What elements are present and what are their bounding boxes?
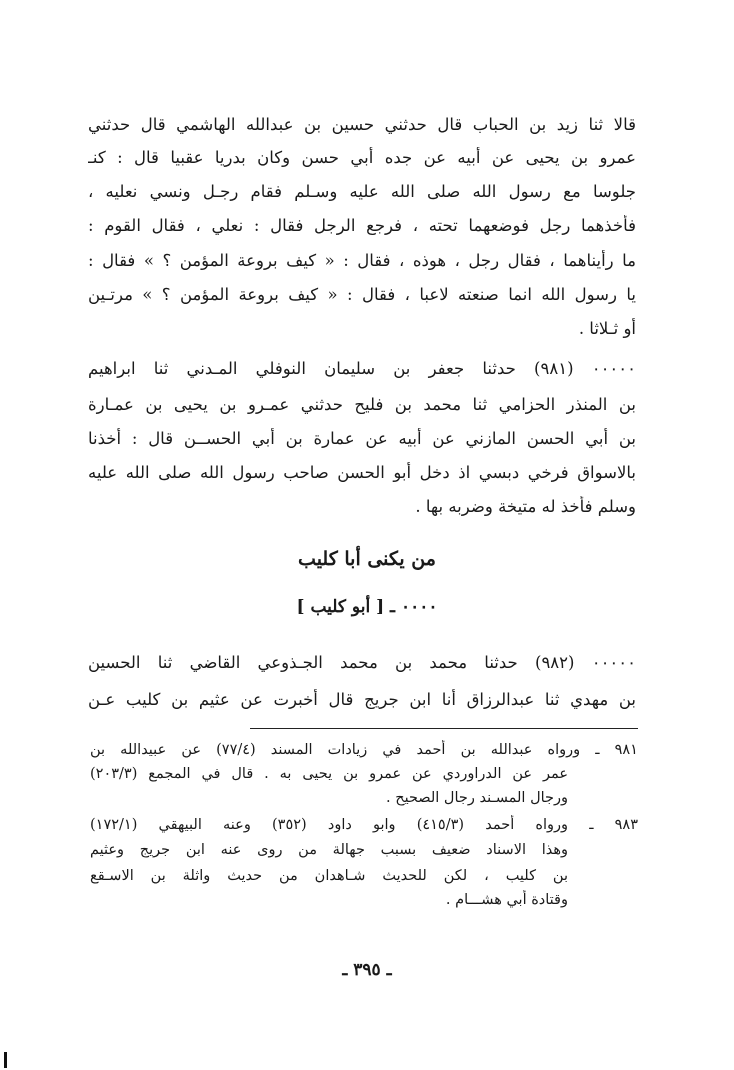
- sub-heading: ٠٠٠٠ ـ [ أبو كليب ]: [296, 597, 438, 617]
- text-line: بن مهدي ثنا عبدالرزاق أنا ابن جريج قال أخبرت عن عثيم بن كليب عـن: [88, 690, 636, 709]
- text-line: بالاسواق فرخي دبسي اذ دخل أبو الحسن صاحب رسول الله صلى الله عليه: [88, 463, 636, 482]
- text-line: جلوسا مع رسول الله صلى الله عليه وسـلم فقام رجـل ونسي نعليه ،: [88, 182, 636, 201]
- footnote-line: عمر عن الدراوردي عن عمرو بن يحيى به . قال في المجمع (٢٠٣/٣): [90, 766, 568, 782]
- footnote-line: ٩٨١ ـ ورواه عبدالله بن أحمد في زيادات المسند (٧٧/٤) عن عبيدالله بن: [90, 742, 638, 758]
- footnote-separator: [250, 728, 638, 729]
- text-line: أو ثـلاثا .: [578, 319, 636, 338]
- text-line: وسلم فأخذ له متيخة وضربه بها .: [415, 497, 636, 516]
- section-heading: من يكنى أبا كليب: [298, 548, 436, 570]
- text-line: ما رأيناهما ، فقال رجل ، هوذه ، فقال : « كيف بروعة المؤمن ؟ » فقال :: [88, 251, 636, 270]
- text-line: عمرو بن يحيى عن أبيه عن جده أبي حسن وكان بدريا عقبيا قال : كنـ: [88, 148, 636, 167]
- footnote-line: ورجال المسـند رجال الصحيح .: [385, 790, 568, 806]
- footnote-line: بن كليب ، لكن للحديث شـاهدان من حديث واثلة بن الاسـقع: [90, 868, 568, 884]
- text-line: ٠٠٠٠٠ (٩٨٢) حدثنا محمد بن محمد الجـذوعي القاضي ثنا الحسين: [88, 653, 636, 672]
- footnote-line: وقتادة أبي هشـــام .: [445, 892, 568, 908]
- text-line: ٠٠٠٠٠ (٩٨١) حدثنا جعفر بن سليمان النوفلي المـدني ثنا ابراهيم: [88, 359, 636, 378]
- text-line: يا رسول الله انما صنعته لاعبا ، فقال : « كيف بروعة المؤمن ؟ » مرتـين: [88, 285, 636, 304]
- text-line: فأخذهما رجل فوضعهما تحته ، فرجع الرجل فقال : نعلي ، فقال القوم :: [88, 216, 636, 235]
- page-number: ـ ٣٩٥ ـ: [342, 960, 392, 980]
- scan-edge-mark: [4, 1052, 7, 1068]
- footnote-line: ٩٨٣ ـ ورواه أحمد (٤١٥/٣) وابو داود (٣٥٢) وعنه البيهقي (١٧٢/١): [90, 817, 638, 833]
- footnote-line: وهذا الاسناد ضعيف بسبب جهالة من روى عنه ابن جريج وعثيم: [90, 842, 568, 858]
- text-line: بن أبي الحسن المازني عن أبيه عن عمارة بن أبي الحســن قال : أخذنا: [88, 429, 636, 448]
- text-line: بن المنذر الحزامي ثنا محمد بن فليح حدثني عمـرو بن يحيى بن عمـارة: [88, 395, 636, 414]
- text-line: قالا ثنا زيد بن الحباب قال حدثني حسين بن عبدالله الهاشمي قال حدثني: [88, 115, 636, 134]
